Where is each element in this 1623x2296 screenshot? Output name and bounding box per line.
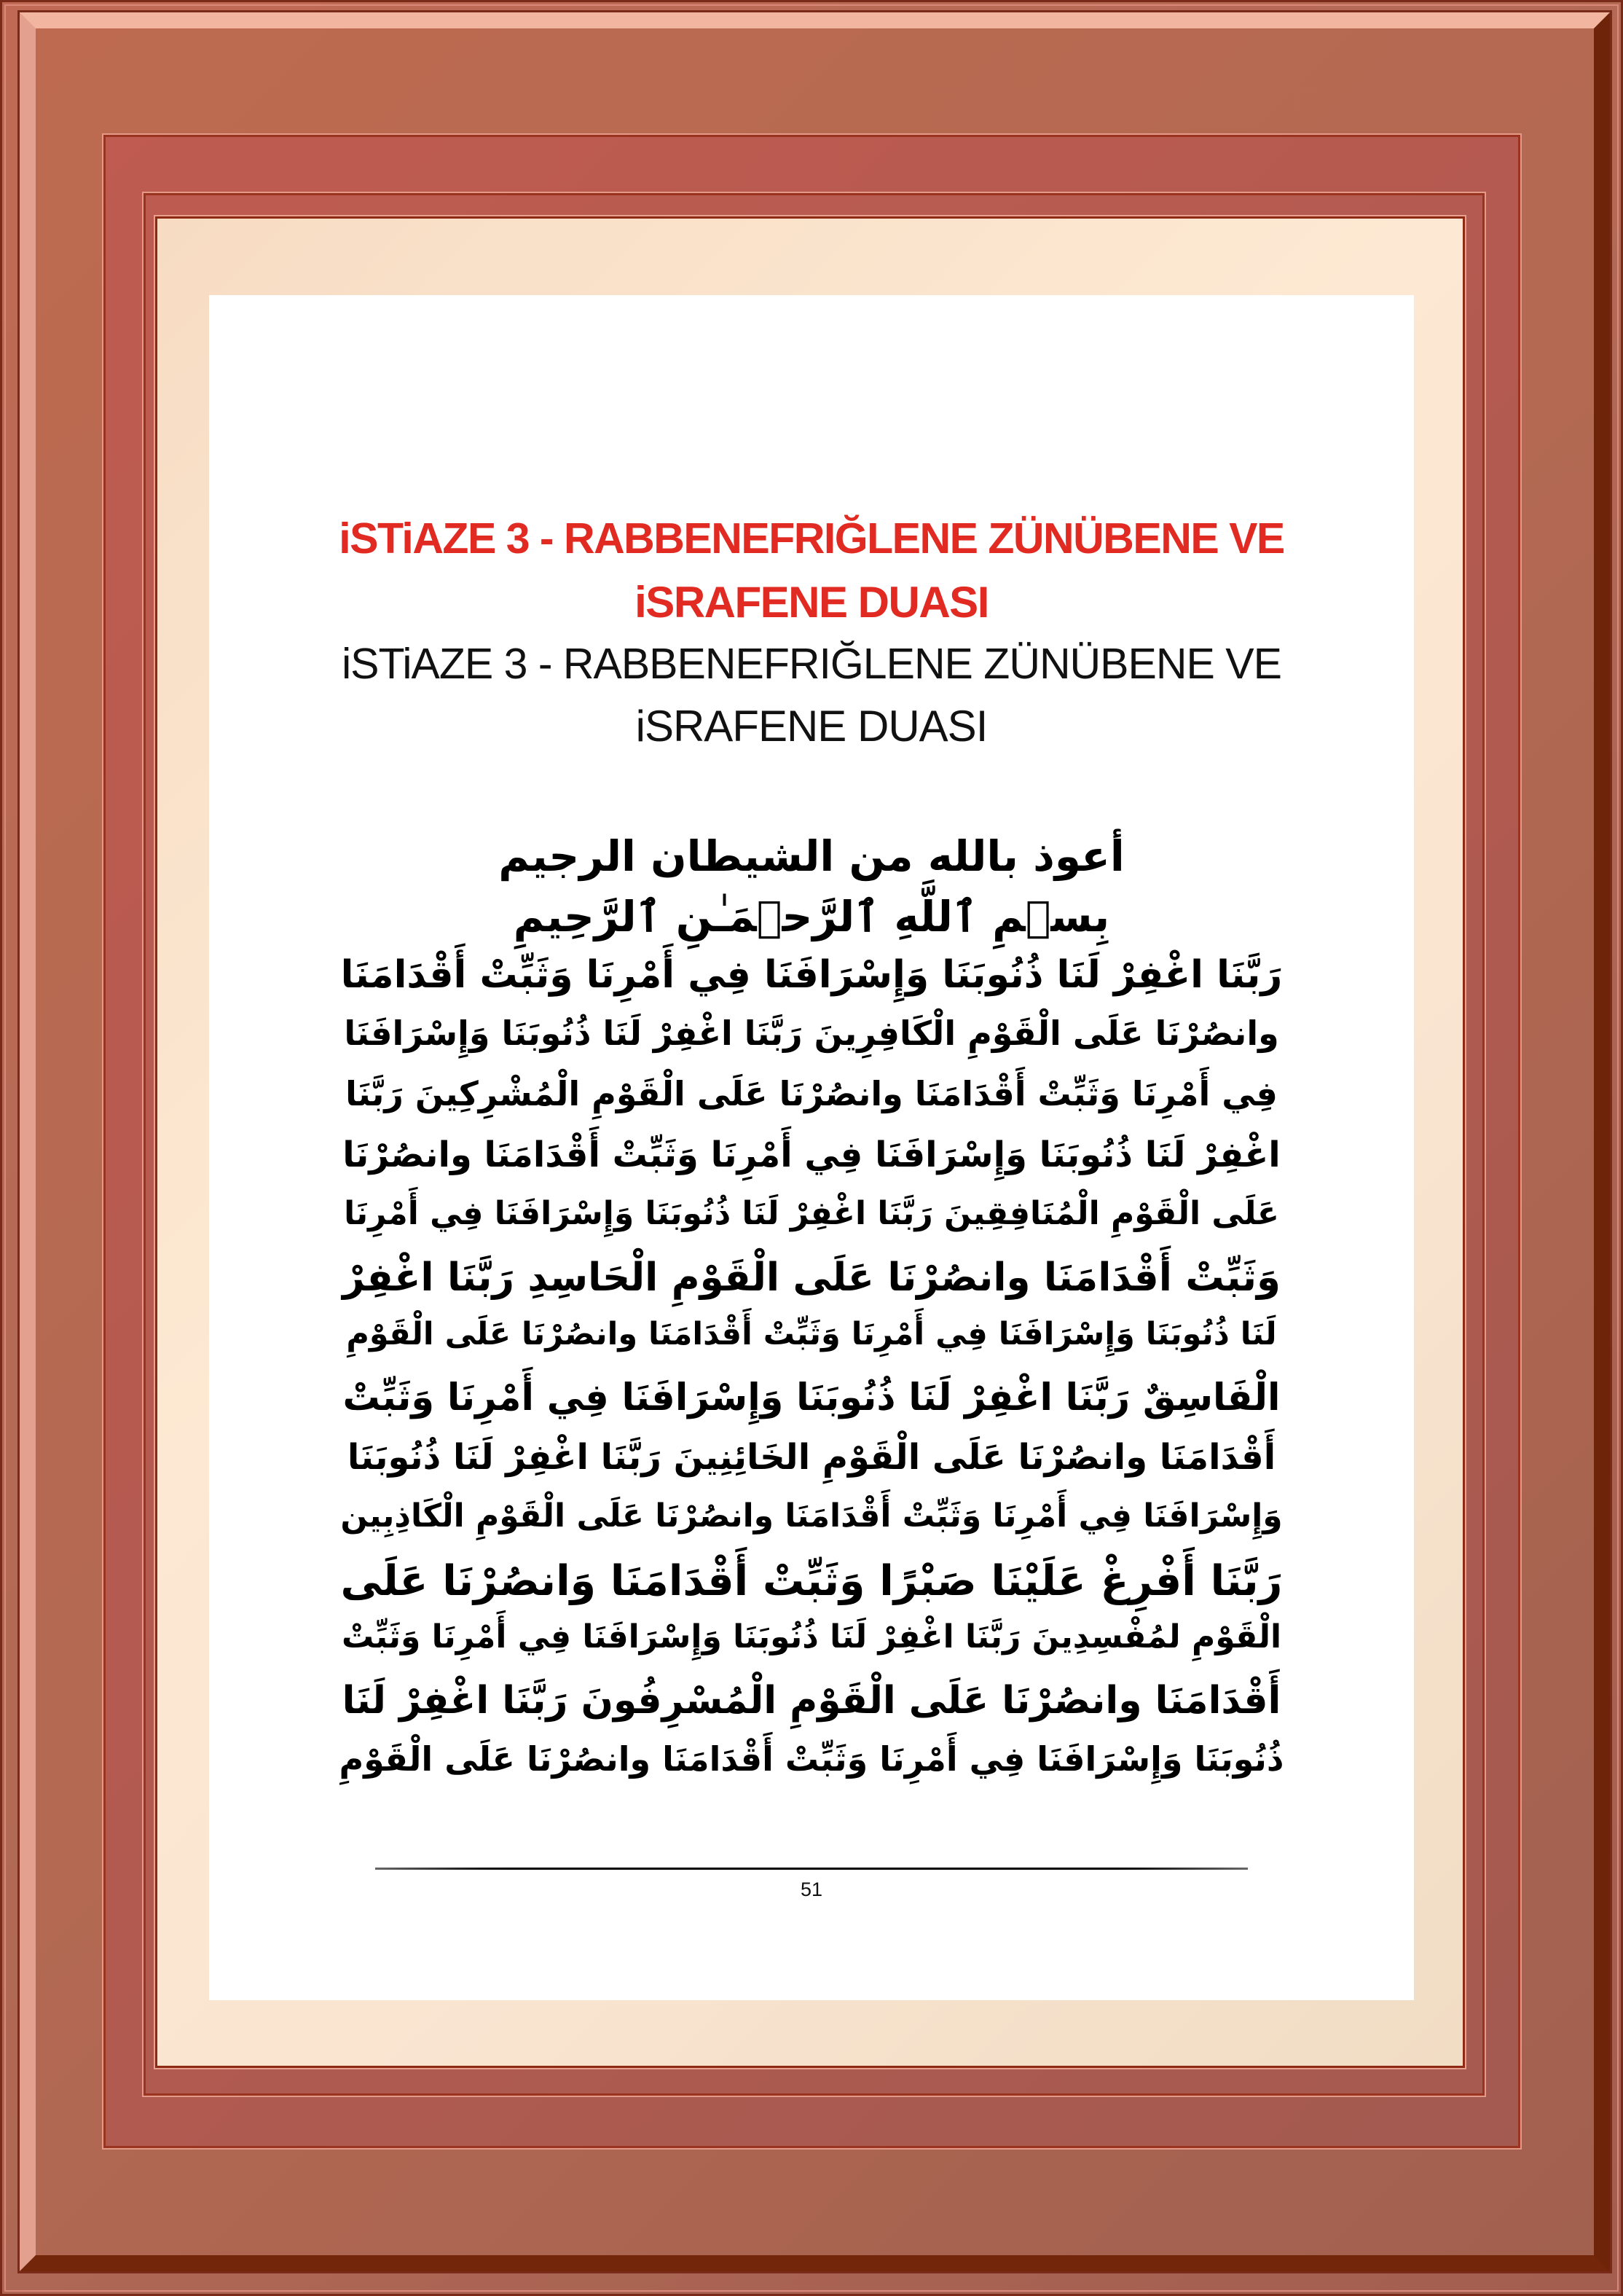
arabic-line: لَنَا ذُنُوبَنَا وَإِسْرَافَنَا فِي أَمْرِنَا وَثَبِّتْ أَقْدَامَنَا وانصُرْنَا عَلَى الْقَوْمِ <box>346 1316 1277 1352</box>
arabic-line: بِسۡمِ ٱللَّهِ ٱلرَّحۡمَـٰنِ ٱلرَّحِيمِ <box>513 892 1110 941</box>
heading-red-line-2: iSRAFENE DUASI <box>634 578 989 627</box>
page-number: 51 <box>800 1878 823 1900</box>
arabic-line: ذُنُوبَنَا وَإِسْرَافَنَا فِي أَمْرِنَا وَثَبِّتْ أَقْدَامَنَا وانصُرْنَا عَلَى الْقَوْمِ <box>339 1739 1284 1779</box>
arabic-line: أعوذ بالله من الشيطان الرجيم <box>498 831 1125 881</box>
arabic-line: اغْفِرْ لَنَا ذُنُوبَنَا وَإِسْرَافَنَا فِي أَمْرِنَا وَثَبِّتْ أَقْدَامَنَا وانصُرْنَا <box>342 1135 1281 1175</box>
heading-black-line-2: iSRAFENE DUASI <box>635 702 988 751</box>
arabic-line: عَلَى الْقَوْمِ الْمُنَافِقِينَ رَبَّنَا اغْفِرْ لَنَا ذُنُوبَنَا وَإِسْرَافَنَا فِي أَمْرِنَا <box>344 1195 1279 1232</box>
arabic-line: وانصُرْنَا عَلَى الْقَوْمِ الْكَافِرِينَ رَبَّنَا اغْفِرْ لَنَا ذُنُوبَنَا وَإِسْرَافَنَا <box>344 1014 1279 1053</box>
arabic-line: وَثَبِّتْ أَقْدَامَنَا وانصُرْنَا عَلَى الْقَوْمِ الْحَاسِدِ رَبَّنَا اغْفِرْ <box>342 1255 1281 1300</box>
arabic-line: فِي أَمْرِنَا وَثَبِّتْ أَقْدَامَنَا وانصُرْنَا عَلَى الْقَوْمِ الْمُشْرِكِينَ رَبَّنَا <box>345 1074 1278 1113</box>
document-page <box>209 295 1414 2000</box>
arabic-line: أَقْدَامَنَا وانصُرْنَا عَلَى الْقَوْمِ الخَائِنِينَ رَبَّنَا اغْفِرْ لَنَا ذُنُوبَنَا <box>347 1437 1276 1478</box>
arabic-line: وَإِسْرَافَنَا فِي أَمْرِنَا وَثَبِّتْ أَقْدَامَنَا وانصُرْنَا عَلَى الْقَوْمِ الْكَاذِبِين <box>340 1497 1283 1535</box>
arabic-line: الْفَاسِقٌ رَبَّنَا اغْفِرْ لَنَا ذُنُوبَنَا وَإِسْرَافَنَا فِي أَمْرِنَا وَثَبِّتْ <box>342 1376 1281 1419</box>
arabic-line: أَقْدَامَنَا وانصُرْنَا عَلَى الْقَوْمِ الْمُسْرِفُونَ رَبَّنَا اغْفِرْ لَنَا <box>342 1679 1281 1723</box>
arabic-line: رَبَّنَا أَفْرِغْ عَلَيْنَا صَبْرًا وَثَبِّتْ أَقْدَامَنَا وَانصُرْنَا عَلَى <box>340 1557 1283 1605</box>
arabic-line: رَبَّنَا اغْفِرْ لَنَا ذُنُوبَنَا وَإِسْرَافَنَا فِي أَمْرِنَا وَثَبِّتْ أَقْدَامَنَا <box>340 953 1283 997</box>
heading-red-line-1: iSTiAZE 3 - RABBENEFRIĞLENE ZÜNÜBENE VE <box>339 514 1284 563</box>
heading-black-line-1: iSTiAZE 3 - RABBENEFRIĞLENE ZÜNÜBENE VE <box>342 640 1281 688</box>
footer-divider <box>375 1868 1248 1870</box>
arabic-line: الْقَوْمِ لمُفْسِدِينَ رَبَّنَا اغْفِرْ لَنَا ذُنُوبَنَا وَإِسْرَافَنَا فِي أَمْرِنَا وَثَبِّتْ <box>341 1618 1282 1656</box>
